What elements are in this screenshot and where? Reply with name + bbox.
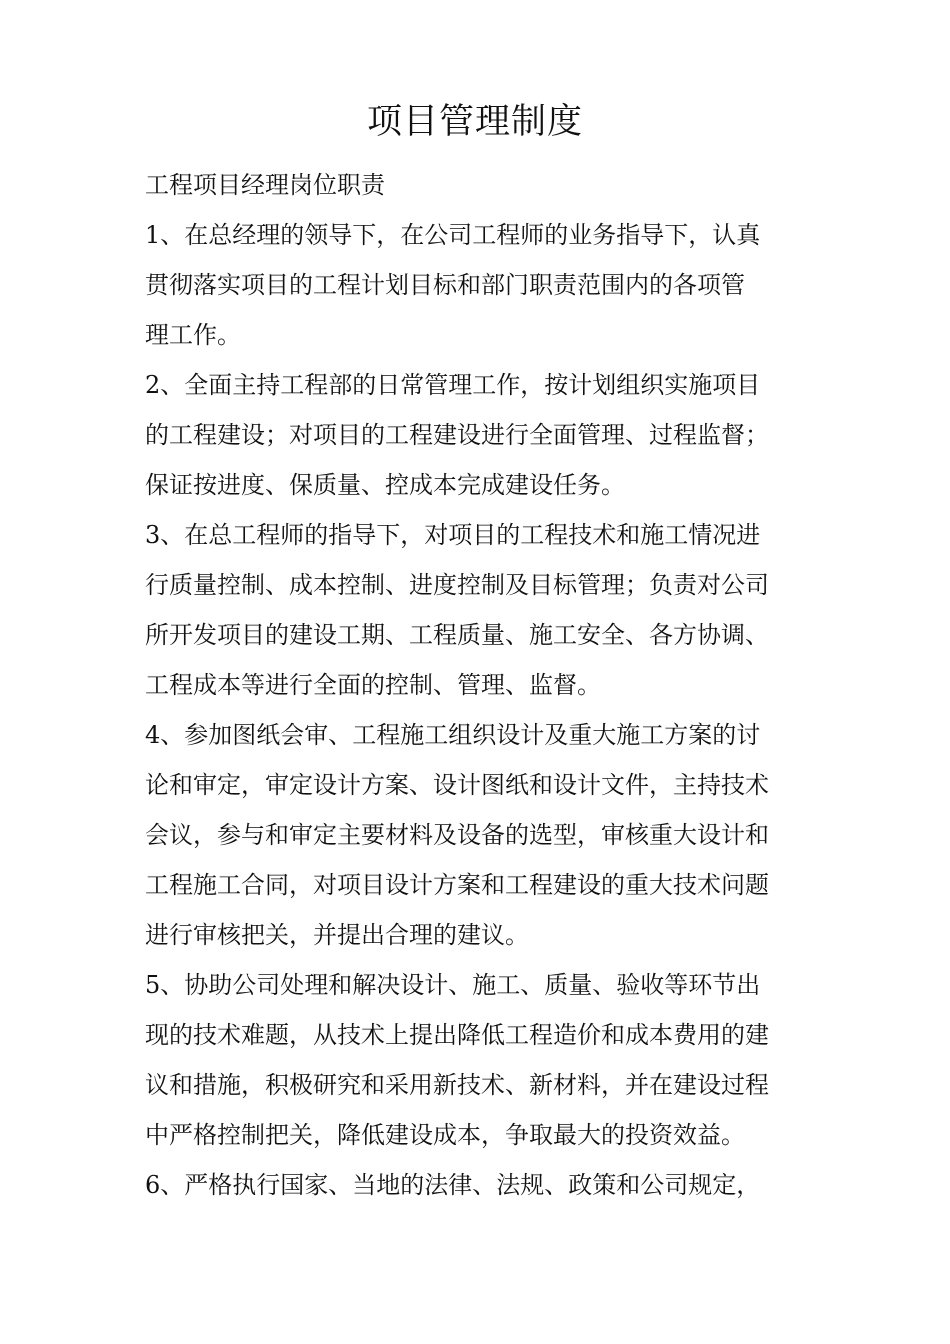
paragraph-line: 议和措施，积极研究和采用新技术、新材料，并在建设过程 — [145, 1071, 769, 1099]
section-heading: 工程项目经理岗位职责 — [145, 171, 385, 199]
duty-item-6 — [145, 1160, 825, 1210]
paragraph-line: 行质量控制、成本控制、进度控制及目标管理；负责对公司 — [145, 571, 769, 599]
document-body — [145, 160, 825, 1210]
duty-item-1 — [145, 210, 825, 360]
duty-item-3 — [145, 510, 825, 710]
paragraph-line: 工程成本等进行全面的控制、管理、监督。 — [145, 671, 601, 699]
paragraph-line: 进行审核把关，并提出合理的建议。 — [145, 921, 529, 949]
paragraph-line: 4、参加图纸会审、工程施工组织设计及重大施工方案的讨 — [145, 721, 761, 749]
page-title: 项目管理制度 — [366, 102, 583, 142]
paragraph-line: 贯彻落实项目的工程计划目标和部门职责范围内的各项管 — [145, 271, 745, 299]
paragraph-line: 1、在总经理的领导下，在公司工程师的业务指导下，认真 — [145, 221, 761, 249]
duty-item-5 — [145, 960, 825, 1160]
duty-item-2 — [145, 360, 825, 510]
paragraph-line: 工程施工合同，对项目设计方案和工程建设的重大技术问题 — [145, 871, 769, 899]
paragraph-line: 2、全面主持工程部的日常管理工作，按计划组织实施项目 — [145, 371, 761, 399]
paragraph-line: 中严格控制把关，降低建设成本，争取最大的投资效益。 — [145, 1121, 745, 1149]
duty-item-4 — [145, 710, 825, 960]
paragraph-line: 论和审定，审定设计方案、设计图纸和设计文件，主持技术 — [145, 771, 769, 799]
paragraph-line: 6、严格执行国家、当地的法律、法规、政策和公司规定， — [145, 1171, 761, 1199]
paragraph-line: 现的技术难题，从技术上提出降低工程造价和成本费用的建 — [145, 1021, 769, 1049]
paragraph-line: 理工作。 — [145, 321, 241, 349]
paragraph-line: 的工程建设；对项目的工程建设进行全面管理、过程监督； — [145, 421, 769, 449]
paragraph-line: 保证按进度、保质量、控成本完成建设任务。 — [145, 471, 625, 499]
paragraph-line: 3、在总工程师的指导下，对项目的工程技术和施工情况进 — [145, 521, 761, 549]
paragraph-line: 会议，参与和审定主要材料及设备的选型，审核重大设计和 — [145, 821, 769, 849]
paragraph-line: 5、协助公司处理和解决设计、施工、质量、验收等环节出 — [145, 971, 761, 999]
paragraph-line: 所开发项目的建设工期、工程质量、施工安全、各方协调、 — [145, 621, 769, 649]
